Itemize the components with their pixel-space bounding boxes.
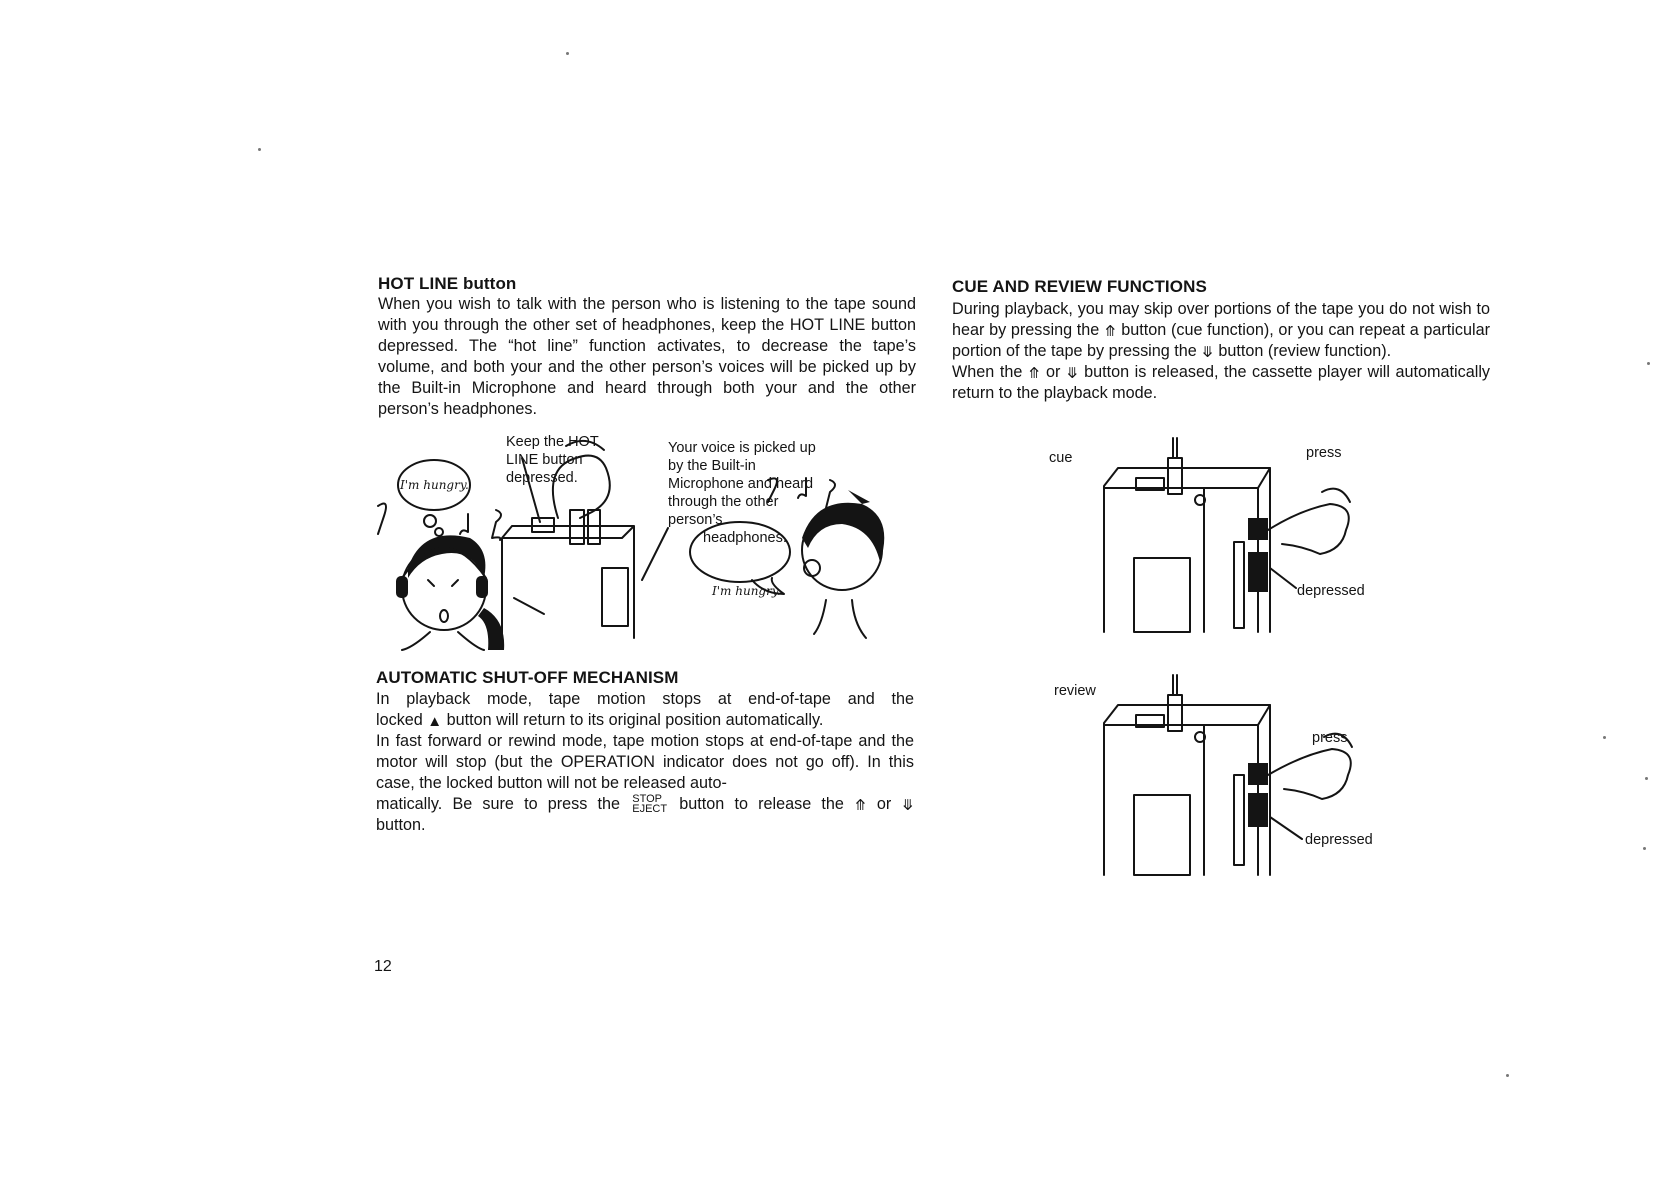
cue-arrow-icon: ⤊ xyxy=(854,797,867,814)
review-arrow-icon: ⤋ xyxy=(901,797,915,814)
scan-speck xyxy=(1645,777,1648,780)
scan-speck xyxy=(1647,362,1650,365)
review-arrow-icon: ⤋ xyxy=(1201,344,1214,361)
scan-speck xyxy=(566,52,569,55)
review-label: review xyxy=(1054,683,1096,699)
cue-diagram xyxy=(1040,438,1420,634)
speech-bubble-left: I'm hungry. xyxy=(400,478,469,492)
cue-label: cue xyxy=(1049,450,1073,466)
shutoff-line-2b: button will return to its original position automatically. xyxy=(446,711,824,729)
caption-your-voice: Your voice is picked up by the Built-in Microphone and heard through the other person’s xyxy=(668,440,816,528)
cue-review-heading: CUE AND REVIEW FUNCTIONS xyxy=(952,277,1207,296)
review-press-label: press xyxy=(1312,730,1348,746)
review-diagram xyxy=(1040,675,1420,875)
shutoff-line-4b: button to release the xyxy=(679,795,844,813)
stop-label: STOP xyxy=(632,793,662,805)
cue-review-body xyxy=(952,299,1490,404)
shutoff-heading: AUTOMATIC SHUT-OFF MECHANISM xyxy=(376,668,679,687)
cue-p2b: button is released, the cassette player will automatically return to the playback mode. xyxy=(952,363,1491,402)
hot-line-heading: HOT LINE button xyxy=(378,274,517,293)
review-arrow-icon: ⤋ xyxy=(1065,365,1079,382)
speech-bubble-right: I'm hungry. xyxy=(712,584,781,598)
caption-headphones: headphones. xyxy=(703,530,787,546)
cue-p2a: When the xyxy=(952,363,1023,381)
eject-label: EJECT xyxy=(632,803,668,815)
cue-arrow-icon: ⤊ xyxy=(1027,365,1041,382)
shutoff-line-3: In fast forward or rewind mode, tape motion stops at end-of-tape and the motor will stop (but the OPERATION indicator does not go off). In this case, the locked button will not be released auto- xyxy=(376,732,914,792)
play-triangle-icon: ▲ xyxy=(427,713,443,730)
shutoff-line-2a: locked xyxy=(376,711,423,729)
stop-eject-symbol xyxy=(632,794,667,814)
scan-speck xyxy=(1603,736,1606,739)
scan-speck xyxy=(258,148,261,151)
cue-p1b: button (cue function), or you can repeat a particular portion of the tape by pressing the xyxy=(952,321,1490,360)
shutoff-line-4a: matically. Be sure to press the xyxy=(376,795,621,813)
cue-arrow-icon: ⤊ xyxy=(1103,323,1117,340)
review-device-drawing xyxy=(1040,675,1420,875)
page-number: 12 xyxy=(374,958,392,975)
cue-p1c: button (review function). xyxy=(1218,342,1392,360)
scan-speck xyxy=(1506,1074,1509,1077)
shutoff-or: or xyxy=(876,795,892,813)
caption-keep-hot-line: Keep the HOT LINE button depressed. xyxy=(506,434,599,486)
review-depressed-label: depressed xyxy=(1305,832,1373,848)
hot-line-drawing xyxy=(372,428,912,650)
cue-device-drawing xyxy=(1040,438,1420,634)
shutoff-line-5: button. xyxy=(376,816,426,834)
shutoff-body xyxy=(376,689,914,836)
scan-speck xyxy=(1643,847,1646,850)
hot-line-illustration xyxy=(372,428,912,650)
cue-p2-or: or xyxy=(1046,363,1061,381)
cue-p1a: During playback, you may skip over portions of the tape you do not wish to hear by pressing the xyxy=(952,300,1490,339)
cue-press-label: press xyxy=(1306,445,1342,461)
hot-line-body: When you wish to talk with the person who is listening to the tape sound with you through the other set of headphones, keep the HOT LINE button depressed. The “hot line” function activates, to decrease the tape’s volume, and both your and the other person’s voices will be picked up by the Built-in Microphone and heard through both your and the other person’s headphones. xyxy=(378,295,916,418)
cue-depressed-label: depressed xyxy=(1297,583,1365,599)
shutoff-line-1: In playback mode, tape motion stops at end-of-tape and the xyxy=(376,690,914,708)
